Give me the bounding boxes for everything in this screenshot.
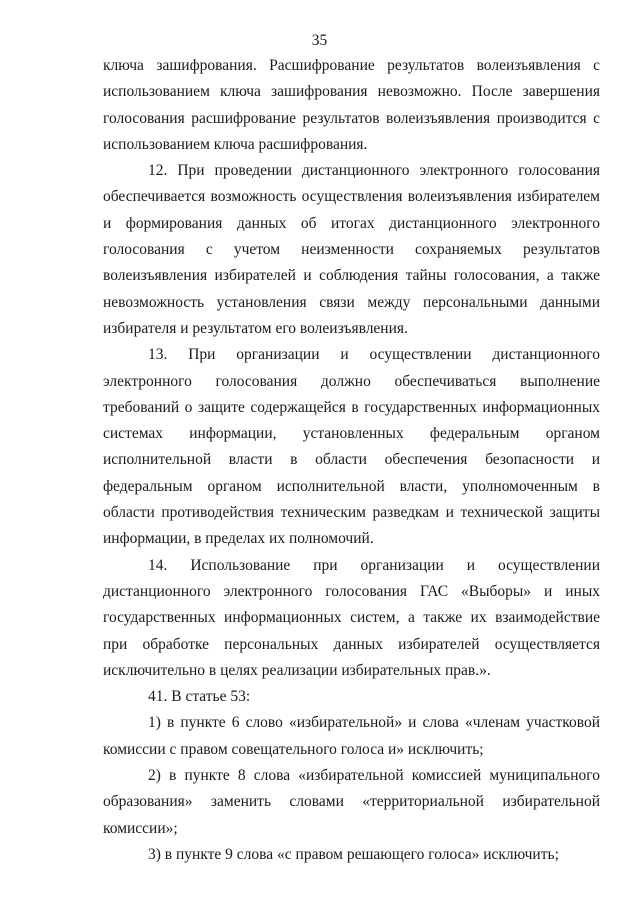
paragraph-subitem-3: 3) в пункте 9 слова «с правом решающего голоса» исключить; (148, 845, 559, 863)
page-number: 35 (311, 32, 328, 49)
paragraph-item-41: 41. В статье 53: (148, 688, 251, 706)
paragraph-subitem-1: 1) в пункте 6 слово «избирательной» и слова «членам участковой комиссии с правом совещательного голоса и» исключить; (103, 714, 600, 758)
document-body (103, 53, 600, 868)
paragraph-item-14: 14. Использование при организации и осуществлении дистанционного электронного голосования ГАС «Выборы» и иных государственных информационных систем, а также их взаимодействие при обработке персональных данных избирателей осуществляется исключительно в целях реализации избирательных прав.». (103, 556, 600, 679)
paragraph-subitem-2: 2) в пункте 8 слова «избирательной комиссией муниципального образования» заменить словами «территориальной избирательной комиссии»; (103, 767, 600, 837)
paragraph-item-13: 13. При организации и осуществлении дистанционного электронного голосования должно обеспечиваться выполнение требований о защите содержащейся в государственных информационных системах информации, установленных федеральным органом исполнительной власти в области обеспечения безопасности и федеральным органом исполнительной власти, уполномоченным в области противодействия техническим разведкам и технической защиты информации, в пределах их полномочий. (103, 346, 600, 548)
paragraph-item-12: 12. При проведении дистанционного электронного голосования обеспечивается возможность осуществления волеизъявления избирателем и формирования данных об итогах дистанционного электронного голосования с учетом неизменности сохраняемых результатов волеизъявления избирателей и соблюдения тайны голосования, а также невозможность установления связи между персональными данными избирателя и результатом его волеизъявления. (103, 162, 600, 337)
paragraph-continuation: ключа зашифрования. Расшифрование результатов волеизъявления с использованием ключа зашифрования невозможно. После завершения голосования расшифрование результатов волеизъявления производится с использованием ключа расшифрования. (103, 57, 600, 153)
